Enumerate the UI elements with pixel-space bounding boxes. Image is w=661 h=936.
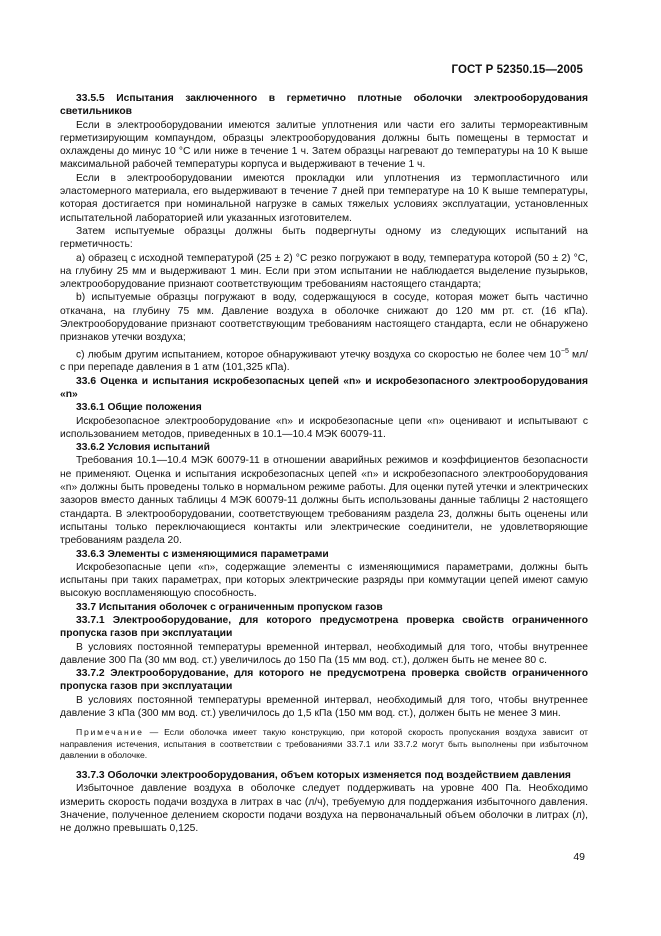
document-code-header: ГОСТ Р 52350.15—2005: [451, 64, 583, 76]
exponent: −5: [560, 347, 569, 355]
list-item-c-text-end: мл/с при перепаде давления в 1 атм (101,325 кПа).: [60, 349, 588, 374]
clause-heading-33-6-2: 33.6.2 Условия испытаний: [76, 442, 210, 454]
paragraph: Избыточное давление воздуха в оболочке следует поддерживать на уровне 400 Па. Необходимо измерить скорость подачи воздуха в литрах в час (л/ч), требуемую для поддержания избыточного давления. Значение, полученное делением скорости подачи воздуха на первоначальный объем оболочки в литрах (л), не должно превышать 0,125.: [60, 783, 588, 835]
paragraph: Искробезопасные цепи «n», содержащие элементы с изменяющимися параметрами, должны быть испытаны при таких параметрах, при которых электрические разряды при коммутации цепей имеют самую высокую воспламеняющую способность.: [60, 561, 588, 600]
paragraph: Если в электрооборудовании имеются залитые уплотнения или части его залиты термореактивным герметизирующим компаундом, образцы электрооборудования должны быть помещены в термостат и охлаждены до минус 10 °С или ниже в течение 1 ч. Затем образцы нагревают до температуры на 10 К выше максимальной рабочей температуры корпуса и выдерживают в течение 1 ч.: [60, 119, 588, 171]
list-item-a: а) образец с исходной температурой (25 ± 2) °С резко погружают в воду, температура которой (50 ± 2) °С, на глубину 25 мм и выдерживают 1 мин. Если при этом испытании не наблюдается выделение пузырьков, электрооборудование признают соответствующим требованиям настоящего стандарта;: [60, 252, 588, 291]
note: [60, 727, 588, 761]
paragraph: Требования 10.1—10.4 МЭК 60079-11 в отношении аварийных режимов и коэффициентов безопасности не применяют. Оценка и испытания искробезопасных цепей «n» и искробезопасного электрооборудования «n» должны быть проведены только в нормальном режиме работы. Для оценки путей утечки и электрических зазоров вместо данных таблицы 4 МЭК 60079-11 должны быть использованы данные таблицы 2 настоящего стандарта. В электрооборудовании, соответствующем требованиям раздела 23, должны быть оценены или испытаны только переключающиеся контакты или электрические соединители, не удовлетворяющие требованиям раздела 20.: [60, 455, 588, 547]
clause-heading-33-5-5: 33.5.5 Испытания заключенного в герметично плотные оболочки электрооборудования светильников: [60, 93, 588, 118]
clause-heading-33-7: 33.7 Испытания оболочек с ограниченным пропуском газов: [76, 601, 383, 613]
page-content: [60, 92, 588, 835]
list-item-c-text: с) любым другим испытанием, которое обнаруживают утечку воздуха со скоростью не более чем 10: [76, 349, 561, 361]
paragraph: Затем испытуемые образцы должны быть подвергнуты одному из следующих испытаний на герметичность:: [60, 225, 588, 251]
paragraph: В условиях постоянной температуры временной интервал, необходимый для того, чтобы внутреннее давление 3 кПа (300 мм вод. ст.) увеличилось до 1,5 кПа (150 мм вод. ст.), должен быть не менее 3 мин.: [60, 694, 588, 720]
page-number: 49: [573, 851, 585, 863]
note-label: Примечание: [76, 727, 144, 738]
clause-heading-33-6: 33.6 Оценка и испытания искробезопасных цепей «n» и искробезопасного электрооборудования «n»: [60, 375, 588, 400]
list-item-c: [60, 345, 588, 375]
paragraph: Если в электрооборудовании имеются прокладки или уплотнения из термопластичного или эластомерного материала, его выдерживают в течение 7 дней при температуре на 10 К выше температуры, которая достигается при номинальной нагрузке в самых тяжелых условиях эксплуатации, установленных испытательной лабораторией или указанных изготовителем.: [60, 172, 588, 224]
list-item-b: b) испытуемые образцы погружают в воду, содержащуюся в сосуде, которая может быть частично откачана, на глубину 75 мм. Давление воздуха в оболочке снижают до 120 мм рт. ст. (16 кПа). Электрооборудование признают соответствующим требованиям настоящего стандарта, если не обнаружено признаков утечки воздуха;: [60, 292, 588, 344]
paragraph: Искробезопасное электрооборудование «n» и искробезопасные цепи «n» оценивают и испытывают с использованием методов, приведенных в 10.1—10.4 МЭК 60079-11.: [60, 415, 588, 440]
paragraph: В условиях постоянной температуры временной интервал, необходимый для того, чтобы внутреннее давление 300 Па (30 мм вод. ст.) увеличилось до 150 Па (15 мм вод. ст.), должен быть не менее 80 с.: [60, 641, 588, 666]
clause-heading-33-6-1: 33.6.1 Общие положения: [76, 402, 202, 414]
note-text: — Если оболочка имеет такую конструкцию, при которой скорость пропускания воздуха зависит от направления истечения, испытания в соответствии с требованиями 33.7.1 или 33.7.2 могут быть выполнены при избыточном давлении в оболочке.: [60, 727, 588, 760]
clause-heading-33-7-3: 33.7.3 Оболочки электрооборудования, объем которых изменяется под воздействием давления: [76, 769, 571, 781]
clause-heading-33-6-3: 33.6.3 Элементы с изменяющимися параметрами: [76, 548, 329, 560]
clause-heading-33-7-1: 33.7.1 Электрооборудование, для которого предусмотрена проверка свойств ограниченного пропуска газов при эксплуатации: [60, 615, 588, 640]
clause-heading-33-7-2: 33.7.2 Электрооборудование, для которого не предусмотрена проверка свойств ограниченного пропуска газов при эксплуатации: [60, 668, 588, 693]
